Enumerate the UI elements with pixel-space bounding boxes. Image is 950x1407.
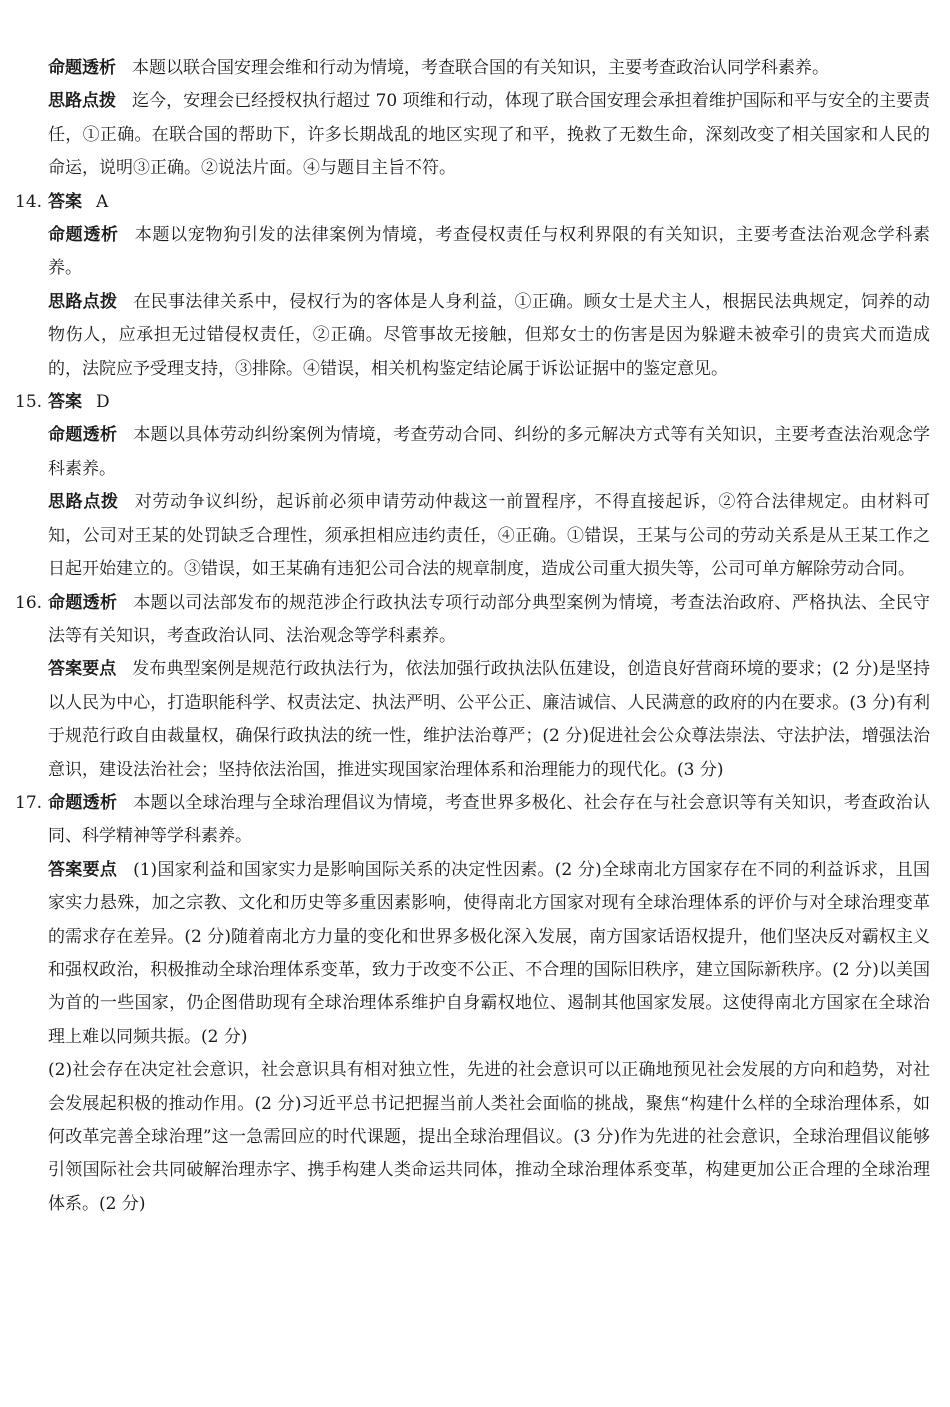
q15-answer-label: 答案	[48, 392, 82, 413]
q13-analysis	[48, 52, 930, 85]
q15-analysis	[48, 419, 930, 486]
q17-key-points-text-2: (2)社会存在决定社会意识，社会意识具有相对独立性，先进的社会意识可以正确地预见社会发展的方向和趋势，对社会发展起积极的推动作用。(2 分)习近平总书记把握当前人类社会面临的挑战，聚焦“构建什么样的全球治理体系，如何改革完善全球治理”这一急需回应的时代课题，提出全球治理倡议。(3 分)作为先进的社会意识，全球治理倡议能够引领国际社会共同破解治理赤字、携手构建人类命运共同体，推动全球治理体系变革，构建更加公正合理的全球治理体系。(2 分)	[48, 1060, 930, 1214]
q17-analysis	[15, 787, 931, 854]
q17-number: 17.	[15, 792, 43, 813]
q16-key-points-label: 答案要点	[48, 659, 117, 680]
q13-hint-text: 迄今，安理会已经授权执行超过 70 项维和行动，体现了联合国安理会承担着维护国际和平与安全的主要责任，①正确。在联合国的帮助下，许多长期战乱的地区实现了和平，挽救了无数生命，深刻改变了相关国家和人民的命运，说明③正确。②说法片面。④与题目主旨不符。	[48, 91, 931, 179]
q16-analysis-text: 本题以司法部发布的规范涉企行政执法专项行动部分典型案例为情境，考查法治政府、严格执法、全民守法等有关知识，考查政治认同、法治观念等学科素养。	[48, 592, 931, 646]
q15-hint-label: 思路点拨	[48, 492, 119, 513]
q17-key-points-text-1: (1)国家利益和国家实力是影响国际关系的决定性因素。(2 分)全球南北方国家存在不同的利益诉求，且国家实力悬殊，加之宗教、文化和历史等多重因素影响，使得南北方国家对现有全球治理体系的评价与对全球治理变革的需求存在差异。(2 分)随着南北方力量的变化和世界多极化深入发展，南方国家话语权提升，他们坚决反对霸权主义和强权政治，积极推动全球治理体系变革，致力于改变不公正、不合理的国际旧秩序，建立国际新秩序。(2 分)以美国为首的一些国家，仍企图借助现有全球治理体系维护自身霸权地位、遏制其他国家发展。这使得南北方国家在全球治理上难以同频共振。(2 分)	[48, 859, 930, 1047]
q16-analysis	[15, 587, 931, 654]
q15-hint	[48, 486, 930, 586]
q13-hint-label: 思路点拨	[48, 91, 117, 112]
q15-answer-value: D	[96, 392, 110, 413]
q17-key-points-2	[48, 1054, 930, 1221]
q17-analysis-label: 命题透析	[48, 792, 118, 813]
q17-analysis-text: 本题以全球治理与全球治理倡议为情境，考查世界多极化、社会存在与社会意识等有关知识，考查政治认同、科学精神等学科素养。	[48, 792, 931, 847]
q14-hint-text: 在民事法律关系中，侵权行为的客体是人身利益，①正确。顾女士是犬主人，根据民法典规定，饲养的动物伤人，应承担无过错侵权责任，②正确。尽管事故无接触，但郑女士的伤害是因为躲避未被牵引的贵宾犬而造成的，法院应予受理支持，③排除。④错误，相关机构鉴定结论属于诉讼证据中的鉴定意见。	[48, 291, 931, 379]
page-cut-off	[48, 1332, 930, 1342]
q14-hint	[48, 286, 930, 386]
answer-key-content	[15, 52, 931, 1342]
q17-key-points-1	[48, 854, 930, 1054]
q14-number: 14.	[15, 191, 43, 212]
q14-answer-value: A	[96, 191, 109, 212]
q16-number: 16.	[15, 592, 43, 613]
q14-answer	[15, 186, 930, 219]
q13-analysis-label: 命题透析	[48, 58, 116, 78]
q16-key-points	[48, 653, 930, 787]
q15-number: 15.	[15, 392, 43, 413]
q14-analysis-label: 命题透析	[48, 225, 119, 246]
q17-key-points-label: 答案要点	[48, 859, 118, 880]
q14-analysis	[48, 219, 930, 286]
q15-analysis-label: 命题透析	[48, 425, 118, 446]
q14-analysis-text: 本题以宠物狗引发的法律案例为情境，考查侵权责任与权利界限的有关知识，主要考查法治观念学科素养。	[48, 225, 930, 279]
q16-analysis-label: 命题透析	[48, 592, 118, 613]
q13-analysis-text: 本题以联合国安理会维和行动为情境，考查联合国的有关知识，主要考查政治认同学科素养。	[132, 58, 829, 78]
q15-hint-text: 对劳动争议纠纷，起诉前必须申请劳动仲裁这一前置程序，不得直接起诉，②符合法律规定。由材料可知，公司对王某的处罚缺乏合理性，须承担相应违约责任，④正确。①错误，王某与公司的劳动关系是从王某工作之日起开始建立的。③错误，如王某确有违犯公司合法的规章制度，造成公司重大损失等，公司可单方解除劳动合同。	[48, 492, 930, 580]
q15-answer	[15, 386, 930, 419]
q13-hint	[48, 85, 930, 185]
q14-answer-label: 答案	[48, 191, 82, 212]
q16-key-points-text: 发布典型案例是规范行政执法行为，依法加强行政执法队伍建设，创造良好营商环境的要求；(2 分)是坚持以人民为中心，打造职能科学、权责法定、执法严明、公平公正、廉洁诚信、人民满意的政府的内在要求。(3 分)有利于规范行政自由裁量权，确保行政执法的统一性，维护法治尊严；(2 分)促进社会公众尊法崇法、守法护法，增强法治意识，建设法治社会；坚持依法治国，推进实现国家治理体系和治理能力的现代化。(3 分)	[48, 659, 931, 780]
q14-hint-label: 思路点拨	[48, 291, 118, 312]
q15-analysis-text: 本题以具体劳动纠纷案例为情境，考查劳动合同、纠纷的多元解决方式等有关知识，主要考查法治观念学科素养。	[48, 425, 931, 479]
